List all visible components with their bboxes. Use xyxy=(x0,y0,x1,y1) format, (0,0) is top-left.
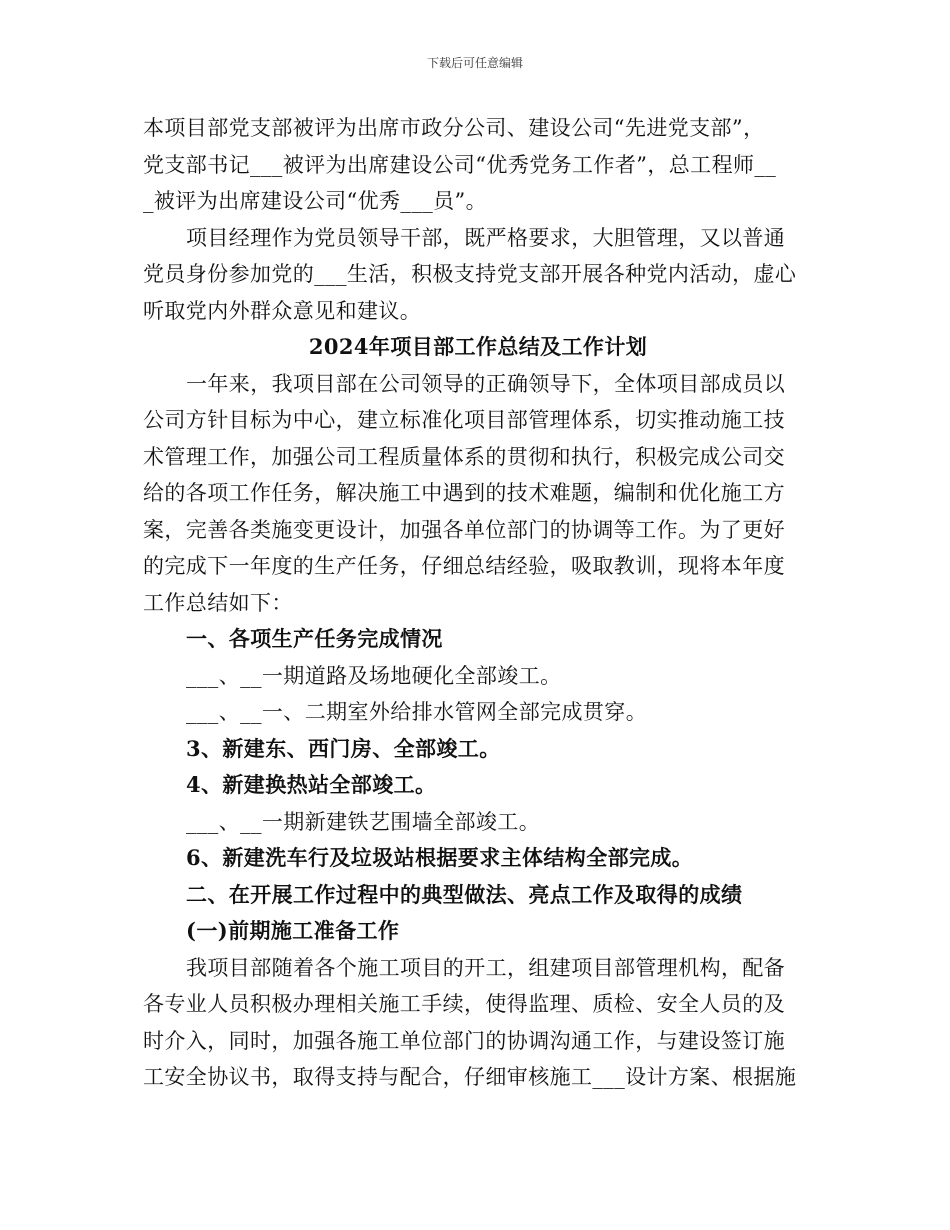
body-line: 给的各项工作任务，解决施工中遇到的技术难题，编制和优化施工方 xyxy=(143,481,785,505)
body-line: 我项目部随着各个施工项目的开工，组建项目部管理机构，配备 xyxy=(186,955,786,980)
body-line: 术管理工作，加强公司工程质量体系的贯彻和执行，积极完成公司交 xyxy=(143,444,785,469)
body-line: 工作总结如下： xyxy=(143,590,293,615)
body-line: 本项目部党支部被评为出席市政分公司、建设公司“先进党支部”， xyxy=(143,116,765,140)
document-body xyxy=(143,110,813,1096)
list-item: ___、__一期道路及场地硬化全部竣工。 xyxy=(186,663,562,688)
body-line: 公司方针目标为中心，建立标准化项目部管理体系，切实推动施工技 xyxy=(143,408,785,432)
list-item: ___、__一、二期室外给排水管网全部完成贯穿。 xyxy=(186,700,648,724)
body-line: 党员身份参加党的___生活，积极支持党支部开展各种党内活动，虚心 xyxy=(143,262,797,286)
section-title: 2024年项目部工作总结及工作计划 xyxy=(308,334,648,359)
list-item: ___、__一期新建铁艺围墙全部竣工。 xyxy=(186,809,541,834)
body-line: 时介入，同时，加强各施工单位部门的协调沟通工作，与建设签订施 xyxy=(143,1028,785,1053)
heading-1: 一、各项生产任务完成情况 xyxy=(186,626,443,651)
body-line: 案，完善各类施变更设计，加强各单位部门的协调等工作。为了更好 xyxy=(143,517,785,542)
page-header: 下载后可任意编辑 xyxy=(426,56,523,70)
list-item: 4、新建换热站全部竣工。 xyxy=(186,772,437,797)
body-line: _被评为出席建设公司“优秀___员”。 xyxy=(143,189,488,213)
body-line: 听取党内外群众意见和建议。 xyxy=(143,298,422,323)
body-line: 党支部书记___被评为出席建设公司“优秀党务工作者”，总工程师__ xyxy=(143,152,777,177)
subheading: (一)前期施工准备工作 xyxy=(186,918,400,943)
list-item: 6、新建洗车行及垃圾站根据要求主体结构全部完成。 xyxy=(186,845,694,870)
body-line: 各专业人员积极办理相关施工手续，使得监理、质检、安全人员的及 xyxy=(143,992,785,1016)
body-line: 的完成下一年度的生产任务，仔细总结经验，吸取教训，现将本年度 xyxy=(143,554,785,578)
body-line: 一年来，我项目部在公司领导的正确领导下，全体项目部成员以 xyxy=(186,371,786,396)
body-line: 工安全协议书，取得支持与配合，仔细审核施工___设计方案、根据施 xyxy=(143,1065,797,1089)
heading-2: 二、在开展工作过程中的典型做法、亮点工作及取得的成绩 xyxy=(186,881,743,907)
body-line: 项目经理作为党员领导干部，既严格要求，大胆管理，又以普通 xyxy=(186,225,786,250)
list-item: 3、新建东、西门房、全部竣工。 xyxy=(186,735,501,761)
